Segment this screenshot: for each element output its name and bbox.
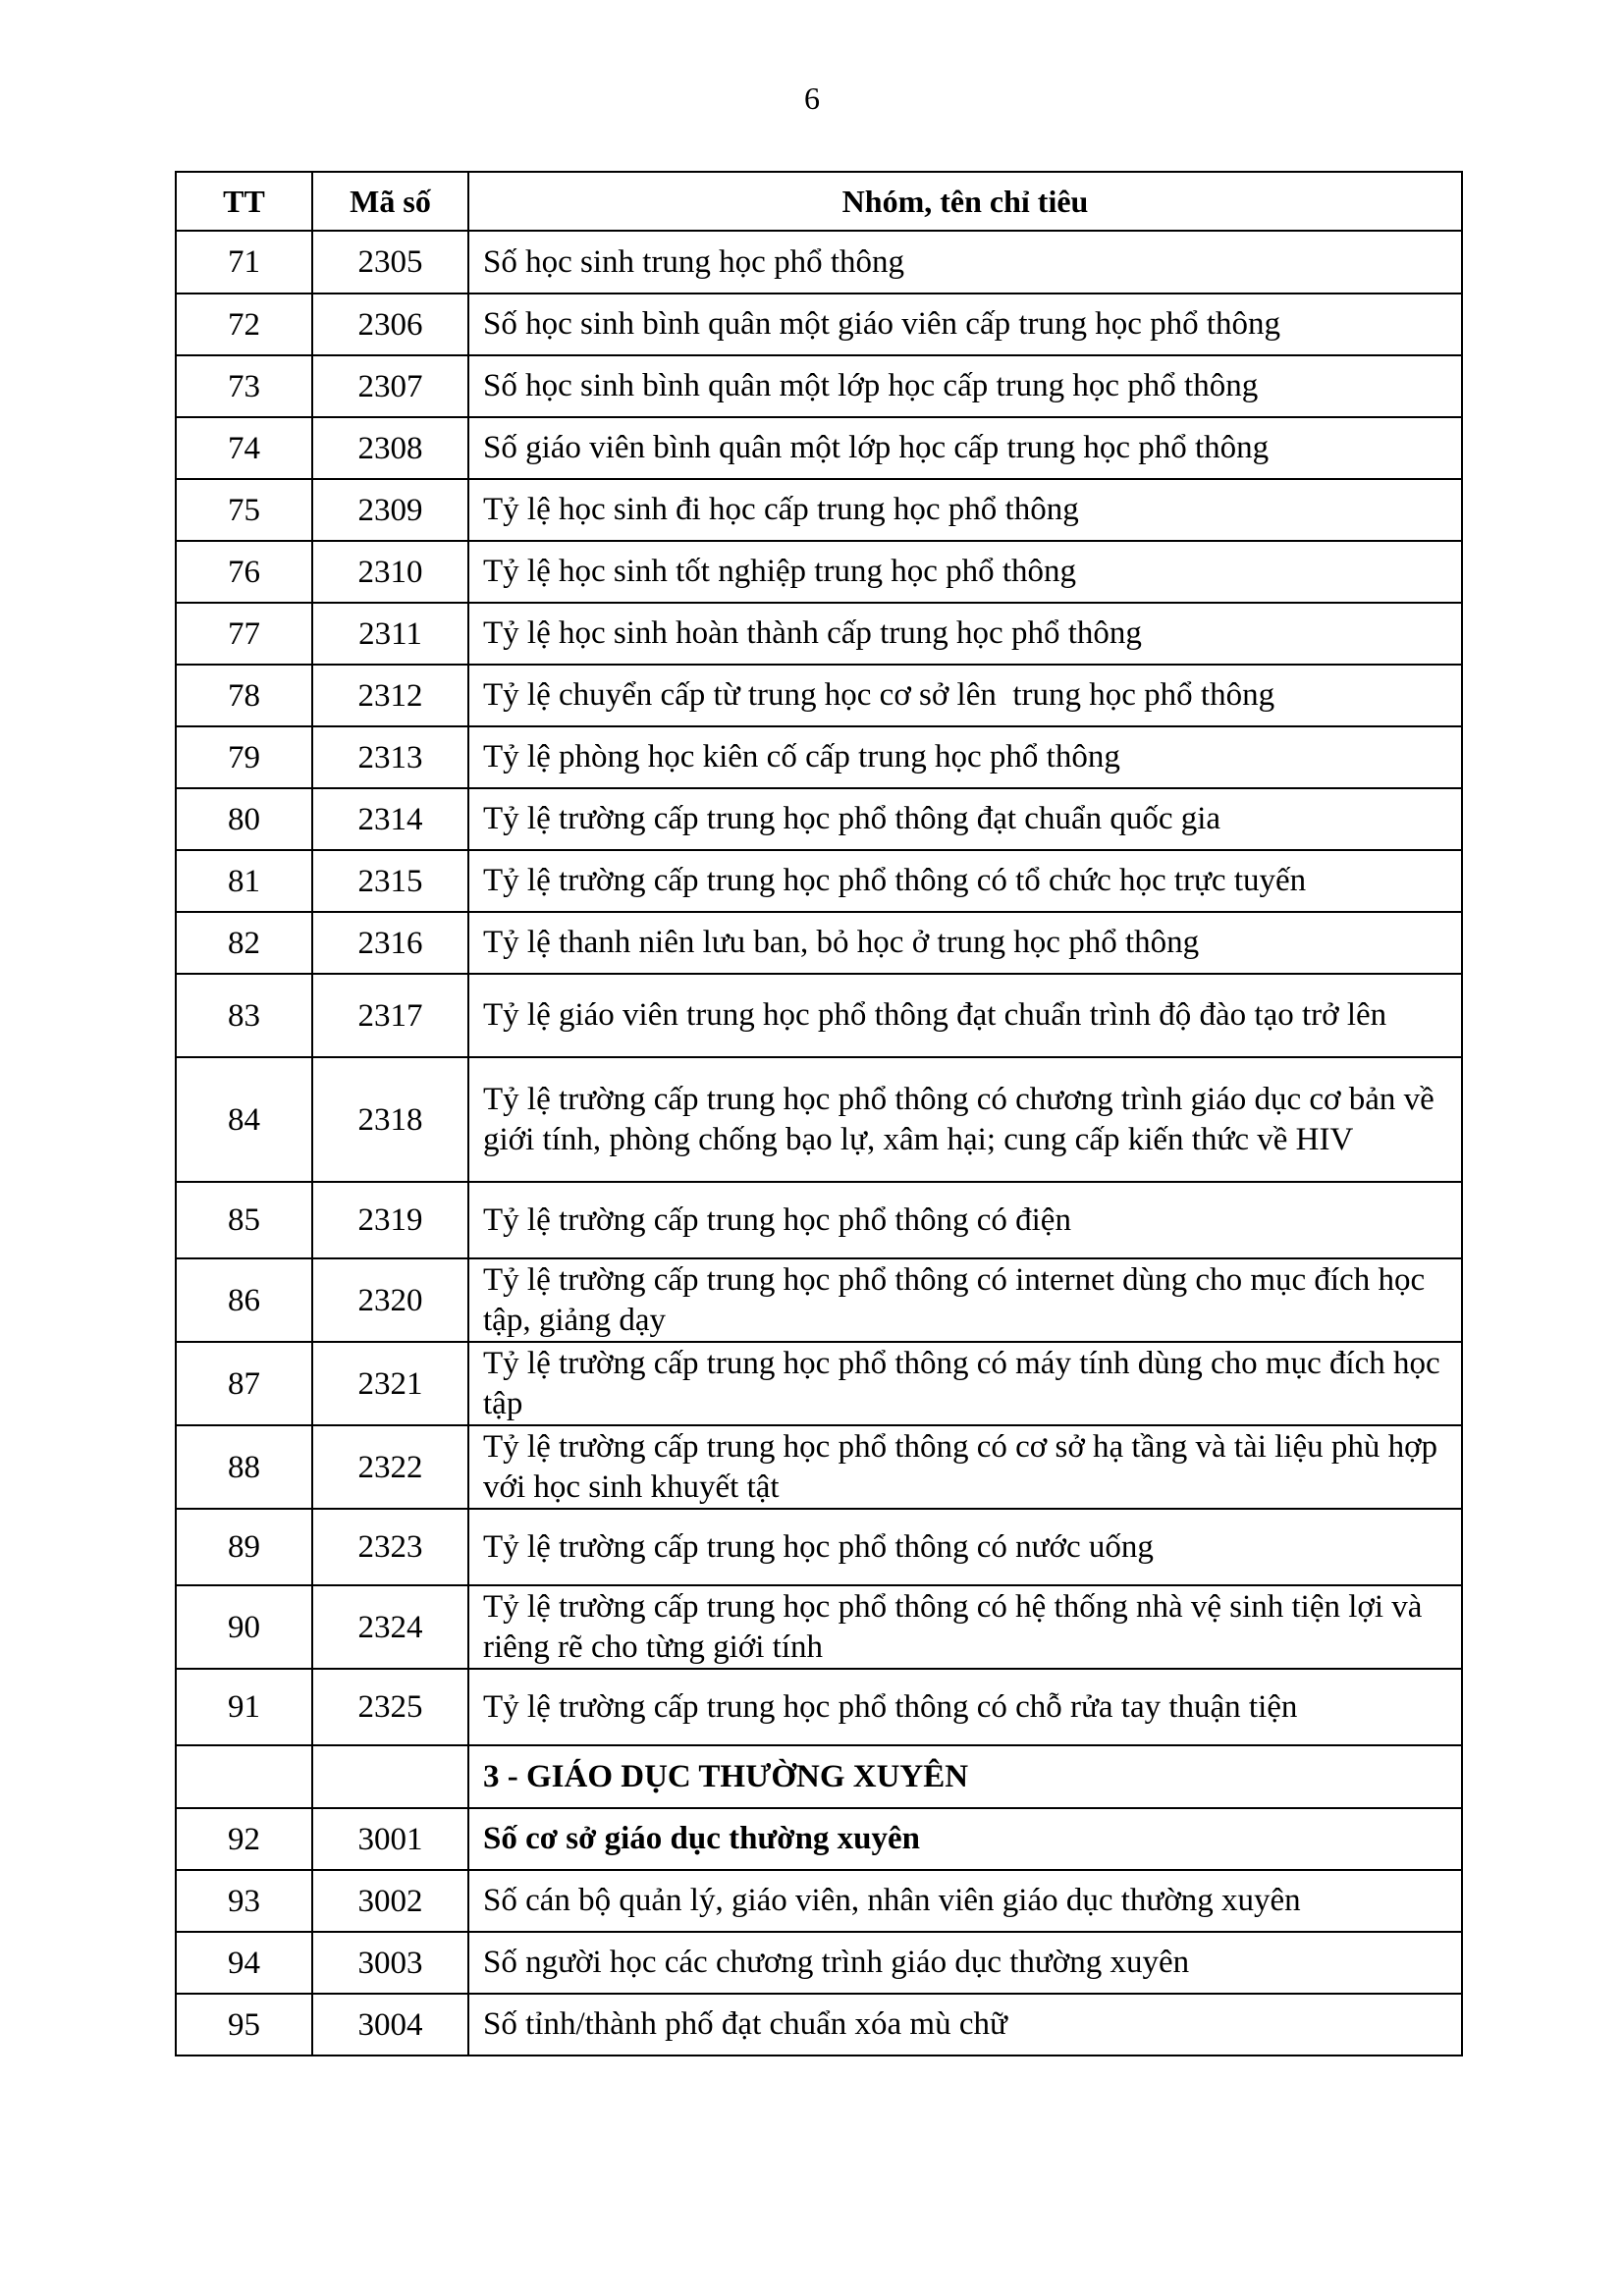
- row-name: Tỷ lệ học sinh đi học cấp trung học phổ thông: [468, 479, 1462, 541]
- row-name: Tỷ lệ trường cấp trung học phổ thông có hệ thống nhà vệ sinh tiện lợi và riêng rẽ cho từng giới tính: [468, 1585, 1462, 1669]
- row-name: Số tỉnh/thành phố đạt chuẩn xóa mù chữ: [468, 1994, 1462, 2056]
- row-tt: 88: [176, 1425, 312, 1509]
- page-number: 6: [804, 80, 820, 116]
- row-tt: 85: [176, 1182, 312, 1258]
- row-code: 2310: [312, 541, 468, 603]
- table-row: [176, 912, 1462, 974]
- row-tt: 80: [176, 788, 312, 850]
- table-row: [176, 541, 1462, 603]
- row-code: 2315: [312, 850, 468, 912]
- row-name: Số cán bộ quản lý, giáo viên, nhân viên giáo dục thường xuyên: [468, 1870, 1462, 1932]
- row-code: 3001: [312, 1808, 468, 1870]
- section-title: 3 - GIÁO DỤC THƯỜNG XUYÊN: [468, 1745, 1462, 1808]
- row-code: 2323: [312, 1509, 468, 1585]
- table-row: [176, 355, 1462, 417]
- row-code: 2316: [312, 912, 468, 974]
- row-tt: 83: [176, 974, 312, 1057]
- header-tt: TT: [176, 172, 312, 231]
- row-code: 2319: [312, 1182, 468, 1258]
- row-code: 2321: [312, 1342, 468, 1425]
- table-row: [176, 788, 1462, 850]
- row-tt: 78: [176, 665, 312, 726]
- table-row: [176, 1258, 1462, 1342]
- section-header-row: [176, 1745, 1462, 1808]
- row-tt: 74: [176, 417, 312, 479]
- row-tt: 95: [176, 1994, 312, 2056]
- row-code: 2324: [312, 1585, 468, 1669]
- table-row: [176, 294, 1462, 355]
- row-code: 2320: [312, 1258, 468, 1342]
- row-name: Tỷ lệ trường cấp trung học phổ thông đạt chuẩn quốc gia: [468, 788, 1462, 850]
- indicator-table: [175, 171, 1463, 2056]
- row-name: Tỷ lệ trường cấp trung học phổ thông có điện: [468, 1182, 1462, 1258]
- row-code: 2312: [312, 665, 468, 726]
- table-header-row: [176, 172, 1462, 231]
- table-row: [176, 1342, 1462, 1425]
- table-row: [176, 850, 1462, 912]
- row-name: Số cơ sở giáo dục thường xuyên: [468, 1808, 1462, 1870]
- row-name: Tỷ lệ trường cấp trung học phổ thông có tổ chức học trực tuyến: [468, 850, 1462, 912]
- table-row: [176, 479, 1462, 541]
- row-tt: 77: [176, 603, 312, 665]
- row-code: 2307: [312, 355, 468, 417]
- row-code: 2311: [312, 603, 468, 665]
- row-name: Tỷ lệ thanh niên lưu ban, bỏ học ở trung học phổ thông: [468, 912, 1462, 974]
- table-row: [176, 1057, 1462, 1182]
- table-row: [176, 1509, 1462, 1585]
- row-tt: 72: [176, 294, 312, 355]
- row-tt: 93: [176, 1870, 312, 1932]
- row-tt: 91: [176, 1669, 312, 1745]
- row-code: 2322: [312, 1425, 468, 1509]
- row-name: Số học sinh trung học phổ thông: [468, 231, 1462, 294]
- row-tt: 87: [176, 1342, 312, 1425]
- row-code: [312, 1745, 468, 1808]
- row-tt: 90: [176, 1585, 312, 1669]
- row-code: 2306: [312, 294, 468, 355]
- table-row: [176, 1870, 1462, 1932]
- row-tt: 76: [176, 541, 312, 603]
- row-code: 2305: [312, 231, 468, 294]
- row-name: Tỷ lệ trường cấp trung học phổ thông có chỗ rửa tay thuận tiện: [468, 1669, 1462, 1745]
- row-tt: 92: [176, 1808, 312, 1870]
- row-code: 3004: [312, 1994, 468, 2056]
- table-row: [176, 1182, 1462, 1258]
- row-tt: 75: [176, 479, 312, 541]
- table-row: [176, 1425, 1462, 1509]
- row-tt: 73: [176, 355, 312, 417]
- row-name: Tỷ lệ trường cấp trung học phổ thông có cơ sở hạ tầng và tài liệu phù hợp với học sinh khuyết tật: [468, 1425, 1462, 1509]
- row-code: 2318: [312, 1057, 468, 1182]
- table-row: [176, 1585, 1462, 1669]
- table-row: [176, 1669, 1462, 1745]
- row-tt: 81: [176, 850, 312, 912]
- row-name: Tỷ lệ giáo viên trung học phổ thông đạt chuẩn trình độ đào tạo trở lên: [468, 974, 1462, 1057]
- table-row: [176, 603, 1462, 665]
- row-code: 2314: [312, 788, 468, 850]
- row-name: Tỷ lệ học sinh tốt nghiệp trung học phổ thông: [468, 541, 1462, 603]
- table-row: [176, 726, 1462, 788]
- row-code: 3002: [312, 1870, 468, 1932]
- row-name: Số giáo viên bình quân một lớp học cấp trung học phổ thông: [468, 417, 1462, 479]
- row-name: Tỷ lệ trường cấp trung học phổ thông có nước uống: [468, 1509, 1462, 1585]
- row-code: 2309: [312, 479, 468, 541]
- row-name: Tỷ lệ trường cấp trung học phổ thông có internet dùng cho mục đích học tập, giảng dạy: [468, 1258, 1462, 1342]
- row-code: 2317: [312, 974, 468, 1057]
- row-tt: 84: [176, 1057, 312, 1182]
- row-tt: [176, 1745, 312, 1808]
- table-row: [176, 665, 1462, 726]
- table-row: [176, 1808, 1462, 1870]
- row-tt: 94: [176, 1932, 312, 1994]
- row-name: Tỷ lệ phòng học kiên cố cấp trung học phổ thông: [468, 726, 1462, 788]
- row-name: Số học sinh bình quân một giáo viên cấp trung học phổ thông: [468, 294, 1462, 355]
- row-code: 2313: [312, 726, 468, 788]
- row-tt: 71: [176, 231, 312, 294]
- row-code: 2325: [312, 1669, 468, 1745]
- table-row: [176, 417, 1462, 479]
- table-row: [176, 231, 1462, 294]
- header-name: Nhóm, tên chỉ tiêu: [468, 172, 1462, 231]
- row-tt: 79: [176, 726, 312, 788]
- header-code: Mã số: [312, 172, 468, 231]
- row-name: Số học sinh bình quân một lớp học cấp trung học phổ thông: [468, 355, 1462, 417]
- table-row: [176, 974, 1462, 1057]
- row-name: Tỷ lệ trường cấp trung học phổ thông có máy tính dùng cho mục đích học tập: [468, 1342, 1462, 1425]
- row-name: Tỷ lệ chuyển cấp từ trung học cơ sở lên trung học phổ thông: [468, 665, 1462, 726]
- table-row: [176, 1994, 1462, 2056]
- table-row: [176, 1932, 1462, 1994]
- row-code: 2308: [312, 417, 468, 479]
- row-code: 3003: [312, 1932, 468, 1994]
- row-name: Số người học các chương trình giáo dục thường xuyên: [468, 1932, 1462, 1994]
- row-name: Tỷ lệ học sinh hoàn thành cấp trung học phổ thông: [468, 603, 1462, 665]
- row-tt: 82: [176, 912, 312, 974]
- row-tt: 89: [176, 1509, 312, 1585]
- row-name: Tỷ lệ trường cấp trung học phổ thông có chương trình giáo dục cơ bản về giới tính, phòng chống bạo lự, xâm hại; cung cấp kiến thức về HIV: [468, 1057, 1462, 1182]
- row-tt: 86: [176, 1258, 312, 1342]
